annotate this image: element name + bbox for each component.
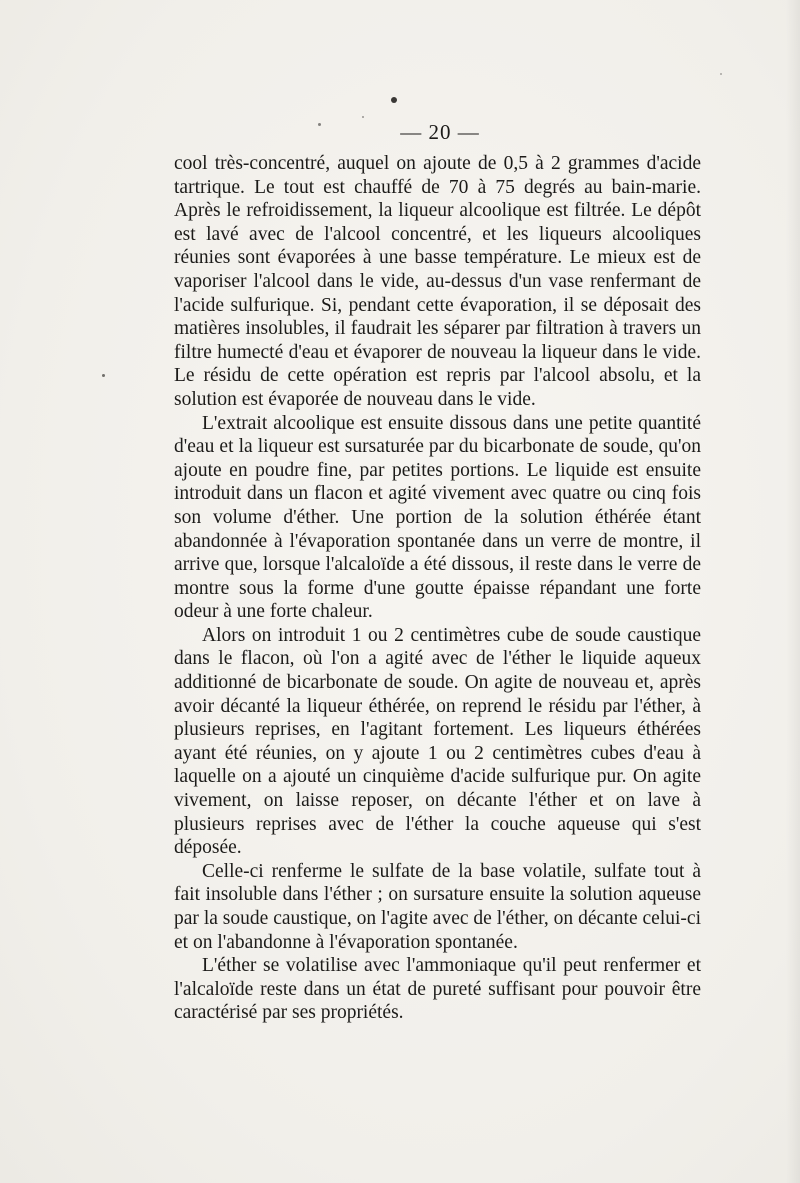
page-edge-shadow	[786, 0, 800, 1183]
ink-speck	[102, 374, 105, 377]
paragraph: Celle-ci renferme le sulfate de la base volatile, sulfate tout à fait insoluble dans l'éther ; on sursature ensuite la solution aqueuse par la soude caustique, on l'agite avec de l'éther, on décante celui-ci et on l'abandonne à l'évaporation spontanée.	[174, 860, 701, 953]
paragraph: Alors on introduit 1 ou 2 centimètres cube de soude caustique dans le flacon, où l'on a agité avec de l'éther le liquide aqueux additionné de bicarbonate de soude. On agite de nouveau et, après avoir décanté la liqueur éthérée, on reprend le résidu par l'éther, à plusieurs reprises, en l'agitant fortement. Les liqueurs éthérées ayant été réunies, on y ajoute 1 ou 2 centimètres cubes d'eau à laquelle on a ajouté un cinquième d'acide sulfurique pur. On agite vivement, on laisse reposer, on décante l'éther et on lave à plusieurs reprises avec de l'éther la couche aqueuse qui s'est déposée.	[174, 624, 701, 859]
ink-speck	[362, 116, 364, 118]
ink-speck	[391, 97, 397, 103]
page-number: — 20 —	[400, 120, 480, 144]
paragraph: L'éther se volatilise avec l'ammoniaque qu'il peut renfermer et l'alcaloïde reste dans un état de pureté suffisant pour pouvoir être caractérisé par ses propriétés.	[174, 955, 701, 1024]
ink-speck	[720, 73, 722, 75]
paragraph-continuation: cool très-concentré, auquel on ajoute de 0,5 à 2 grammes d'acide tartrique. Le tout est chauffé de 70 à 75 degrés au bain-marie. Après le refroidissement, la liqueur alcoolique est filtrée. Le dépôt est lavé avec de l'alcool concentré, et les liqueurs alcooliques réunies sont évaporées à une basse température. Le mieux est de vaporiser l'alcool dans le vide, au-dessus d'un vase renfermant de l'acide sulfurique. Si, pendant cette évaporation, il se déposait des matières insolubles, il faudrait les séparer par filtration à travers un filtre humecté d'eau et évaporer de nouveau la liqueur dans le vide. Le résidu de cette opération est repris par l'alcool absolu, et la solution est évaporée de nouveau dans le vide.	[174, 153, 701, 410]
body-text	[174, 152, 701, 1025]
paragraph: L'extrait alcoolique est ensuite dissous dans une petite quantité d'eau et la liqueur est sursaturée par du bicarbonate de soude, qu'on ajoute en poudre fine, par petites portions. Le liquide est ensuite introduit dans un flacon et agité vivement avec quatre ou cinq fois son volume d'éther. Une portion de la solution éthérée étant abandonnée à l'évaporation spontanée dans un verre de montre, il arrive que, lorsque l'alcaloïde a été dissous, il reste dans le verre de montre sous la forme d'une goutte épaisse répandant une forte odeur à une forte chaleur.	[174, 412, 701, 623]
